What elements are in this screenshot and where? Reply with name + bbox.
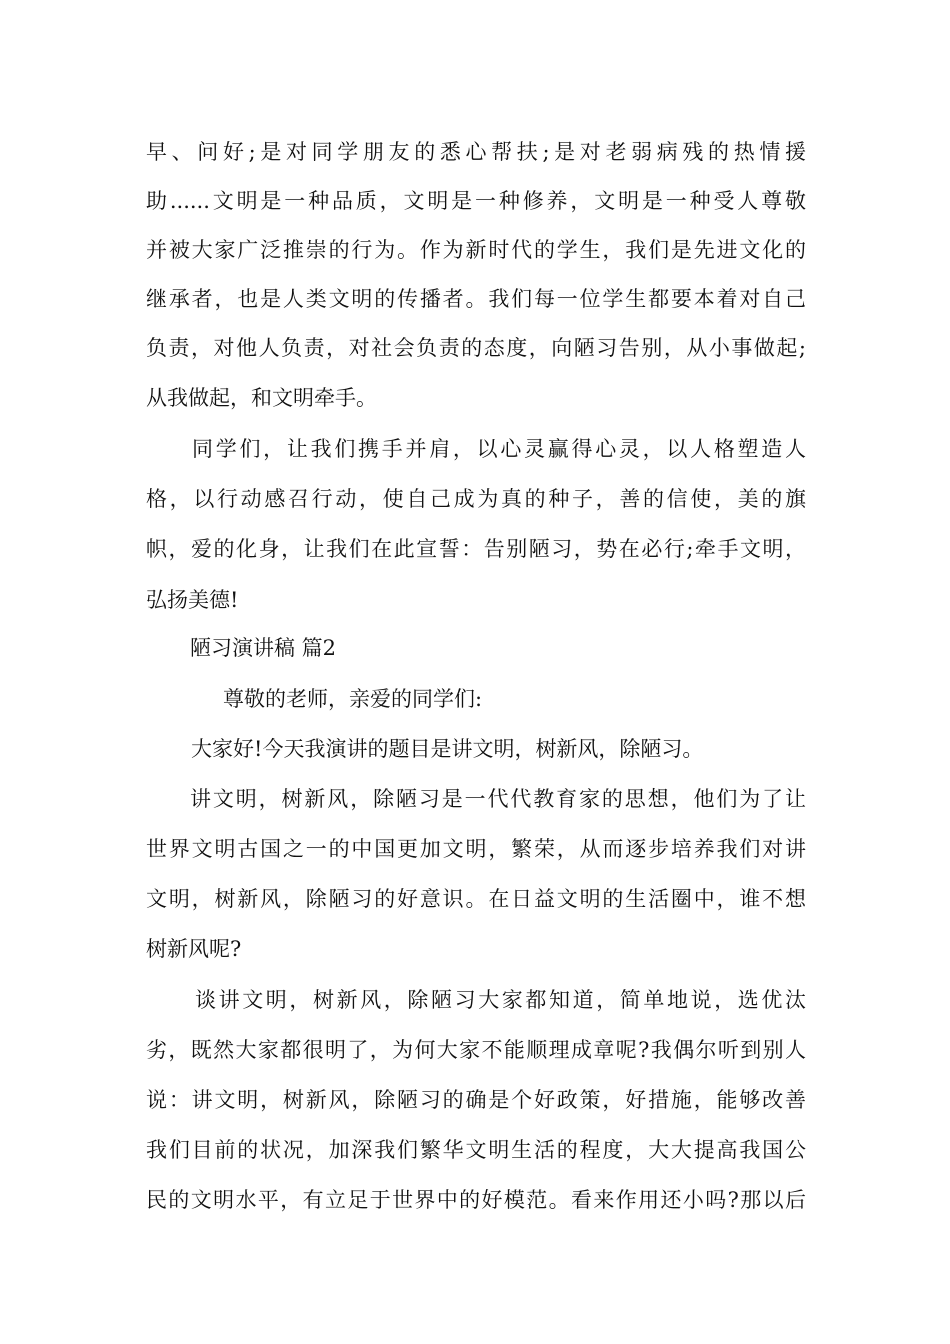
text-line: 树新风呢? (146, 937, 242, 961)
salutation: 尊敬的老师，亲爱的同学们: (223, 687, 483, 711)
text-line: 劣，既然大家都很明了，为何大家不能顺理成章呢?我偶尔听到别人 (146, 1038, 806, 1062)
text-line: 我们目前的状况，加深我们繁华文明生活的程度，大大提高我国公 (146, 1138, 806, 1162)
text-line: 早、问好;是对同学朋友的悉心帮扶;是对老弱病残的热情援 (146, 140, 806, 164)
greeting-line: 大家好!今天我演讲的题目是讲文明，树新风，除陋习。 (191, 737, 704, 761)
text-line: 并被大家广泛推崇的行为。作为新时代的学生，我们是先进文化的 (146, 238, 806, 262)
paragraph-first-line: 同学们，让我们携手并肩，以心灵赢得心灵，以人格塑造人 (192, 437, 806, 461)
text-line: 格，以行动感召行动，使自己成为真的种子，善的信使，美的旗 (146, 487, 806, 511)
text-line: 民的文明水平，有立足于世界中的好模范。看来作用还小吗?那以后 (146, 1188, 806, 1212)
paragraph-first-line: 讲文明，树新风，除陋习是一代代教育家的思想，他们为了让 (190, 787, 806, 811)
text-line: 负责，对他人负责，对社会负责的态度，向陋习告别，从小事做起; (146, 336, 806, 360)
text-line: 世界文明古国之一的中国更加文明，繁荣，从而逐步培养我们对讲 (146, 837, 806, 861)
text-line: 助......文明是一种品质，文明是一种修养，文明是一种受人尊敬 (146, 189, 806, 213)
text-line: 弘扬美德! (146, 588, 239, 612)
text-line: 文明，树新风，除陋习的好意识。在日益文明的生活圈中，谁不想 (146, 887, 806, 911)
text-line: 帜，爱的化身，让我们在此宣誓：告别陋习，势在必行;牵手文明， (146, 537, 806, 561)
text-line: 说：讲文明，树新风，除陋习的确是个好政策，好措施，能够改善 (146, 1088, 806, 1112)
text-line: 从我做起，和文明牵手。 (146, 386, 377, 410)
section-heading: 陋习演讲稿 篇2 (190, 636, 337, 660)
paragraph-first-line: 谈讲文明，树新风，除陋习大家都知道，简单地说，选优汰 (195, 988, 806, 1012)
text-line: 继承者，也是人类文明的传播者。我们每一位学生都要本着对自己 (146, 287, 806, 311)
